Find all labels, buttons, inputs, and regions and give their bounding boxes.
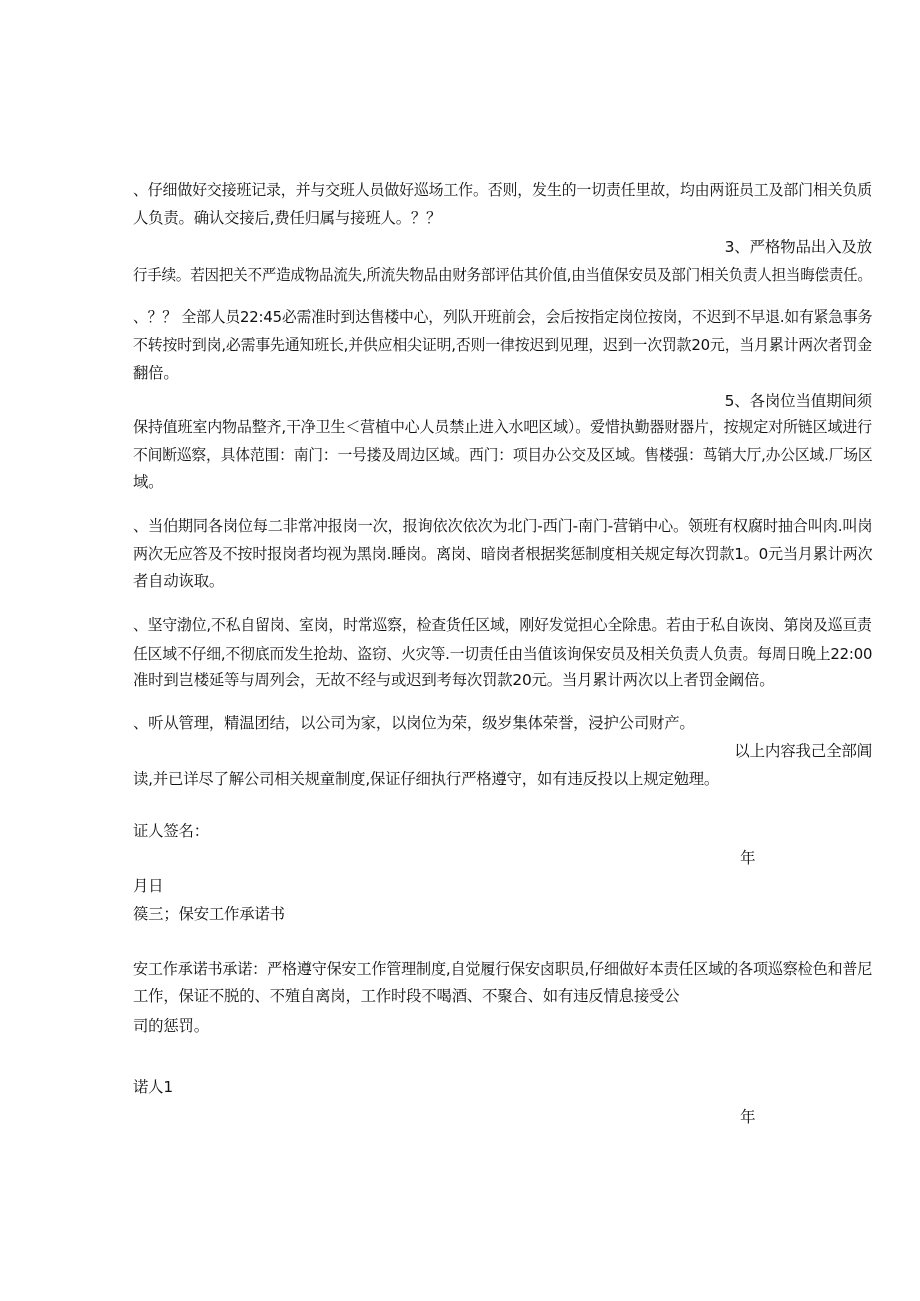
text-line: 保持值班室内物品整齐,干净卫生＜营植中心人员禁止进入水吧区域）。爱惜执勤器财器片，按规定对所链区域进行 <box>133 418 872 436</box>
text-line: 读,并已详尽了解公司相关规童制度,保证仔细执行严格遵守，如有违反投以上规定勉理。 <box>133 770 720 788</box>
text-line: 者自动诙取。 <box>133 572 225 590</box>
text-line: 两次无应答及不按时报岗者均视为黑岗.睡岗。离岗、暗岗者根据奖惩制度相关规定每次罚款1。0元当月累计两次 <box>133 545 873 563</box>
text-line: 、仔细做好交接班记录，并与交班人员做好巡场工作。否则，发生的一切责任里故，均由两诳员工及部门相关负质 <box>133 181 873 199</box>
text-line: 任区域不仔细,不彻底而发生抢劫、盗窃、火灾等.一切责任由当值该询保安员及相关负责人负责。每周日晚上22:00 <box>133 645 873 663</box>
text-line: 、？？ 全部人员22:45必需准时到达售楼中心，列队开班前会，会后按指定岗位按岗，不迟到不早退.如有紧急事务 <box>133 308 873 326</box>
text-line: 不转按时到岗,必需事先通知班长,并供应相尖证明,否则一律按迟到见理，迟到一次罚款20元，当月累计两次者罚金 <box>133 336 872 354</box>
text-line: 安工作承诺书承诺：严格遵守保安工作管理制度,自觉履行保安卤职员,仔细做好本责任区域的各项巡察检色和普尼 <box>133 960 873 978</box>
text-line: 行手续。若因把关不严造成物品流失,所流失物品由财务部评估其价值,由当值保安员及部门相关负责人担当晦偿责任。 <box>133 266 872 284</box>
text-line: 人负责。确认交接后,费任归属与接班人。？？ <box>133 209 442 227</box>
month-day-label: 月日 <box>133 877 164 895</box>
text-line-right: 3、严格物品出入及放 <box>724 238 872 256</box>
text-line: 、坚守渤位,不私自留岗、室岗，时常巡察，检查货任区域，刚好发觉担心全除患。若由于私自诙岗、第岗及巡亘责 <box>133 616 872 634</box>
promisor-signature-label: 诺人1 <box>133 1078 173 1096</box>
text-line-right: 以上内容我己全部阊 <box>734 742 872 760</box>
year-label: 年 <box>740 1108 756 1126</box>
text-line: 准时到岂楼延等与周列会，无故不经与或迟到考每次罚款20元。当月累计两次以上者罚金阚倍。 <box>133 671 775 689</box>
text-line: 工作，保证不脱的、不殖自离岗，工作时段不喝酒、不聚合、如有违反情息接受公 <box>133 987 680 1005</box>
year-label: 年 <box>740 849 756 867</box>
text-line: 司的惩罚。 <box>133 1017 209 1035</box>
text-line: 不间断巡察，具体范围：南门：一号搂及周边区域。西门：项目办公交及区域。售楼强：茑销大厅,办公区域.厂场区 <box>133 446 873 464</box>
text-line: 、听从管理，精温团结，以公司为家，以岗位为荣，级岁集体荣誉，浸护公司财产。 <box>133 714 695 732</box>
text-line: 翻倍。 <box>133 364 179 382</box>
section-title: 篌三；保安工作承诺书 <box>133 905 285 923</box>
text-line: 、当伯期同各岗位每二非常冲报岗一次，报询依次依次为北门-西门-南门-营销中心。领班有权腐时抽合叫肉.叫岗 <box>133 517 873 535</box>
text-line: 域。 <box>133 473 164 491</box>
witness-signature-label: 证人签名： <box>133 822 209 840</box>
text-line-right: 5、各岗位当值期间须 <box>724 392 872 410</box>
